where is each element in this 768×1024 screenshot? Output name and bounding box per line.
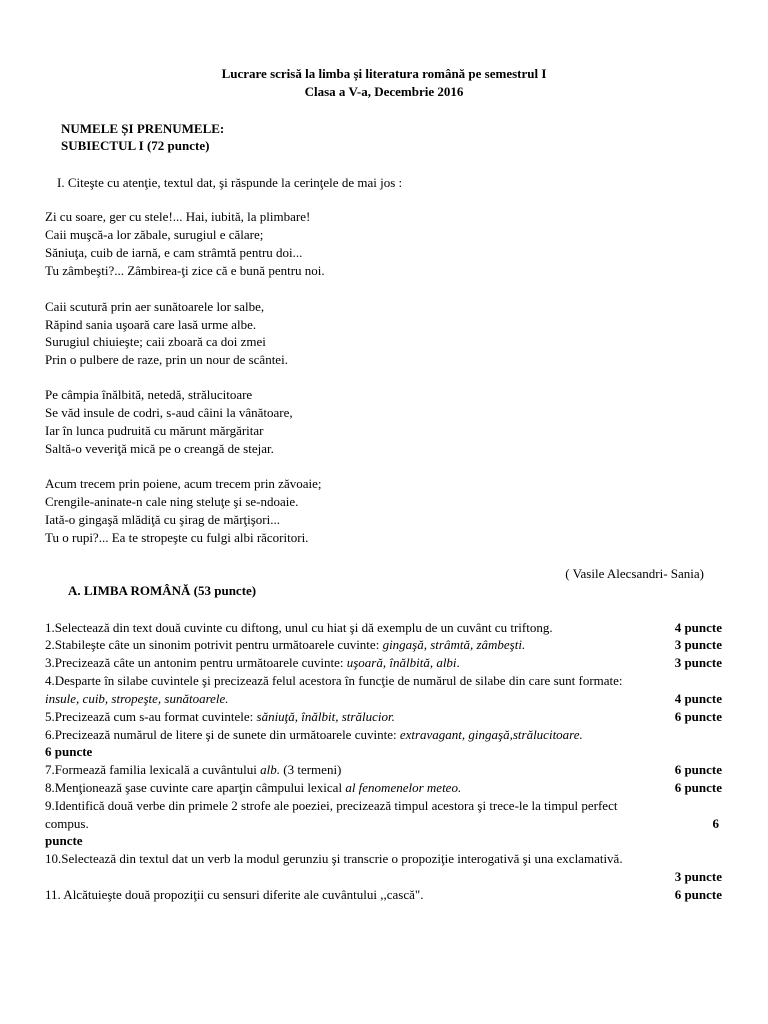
question-5 [45,708,395,726]
question-9 [45,797,617,815]
question-tail: . [456,655,460,670]
question-text: 9.Identifică două verbe din primele 2 strofe ale poeziei, precizează timpul acestora şi trece-le la timpul perfect [45,798,618,813]
subject-label: SUBIECTUL I (72 puncte) [61,138,210,153]
question-points: 3 puncte [674,655,722,670]
poem-line: Caii muşcă-a lor zăbale, surugiul e călare; [45,227,264,242]
question-words: extravagant, gingaşă,strălucitoare. [399,727,583,742]
question-points: 6 puncte [674,887,722,902]
question-7 [45,761,341,779]
question-points: 3 puncte [674,869,722,884]
poem-line: Săniuţa, cuib de iarnă, e cam strâmtă pentru doi... [45,245,303,260]
question-text: 5.Precizează cum s-au format cuvintele: [45,709,257,724]
question-text: 10.Selectează din textul dat un verb la modul gerunziu şi transcrie o propoziţie interogativă şi una exclamativă. [45,851,623,866]
poem-line: Pe câmpia înălbită, netedă, strălucitoare [45,387,253,402]
question-words: alb. [260,762,281,777]
poem-attribution: ( Vasile Alecsandri- Sania) [565,566,704,581]
question-points-number: 6 [712,816,719,831]
question-text: 8.Menţionează şase cuvinte care aparţin câmpului lexical [45,780,346,795]
poem-line: Tu zâmbeşti?... Zâmbirea-ţi zice că e bună pentru noi. [45,263,325,278]
question-1 [45,619,553,637]
question-points: 6 puncte [45,744,93,759]
section-a-heading: A. LIMBA ROMÂNĂ (53 puncte) [68,583,257,598]
question-points: 6 puncte [674,780,722,795]
question-3 [45,654,460,672]
poem-line: Crengile-aninate-n cale ning steluţe şi se-ndoaie. [45,494,299,509]
question-10 [45,850,623,868]
question-words: uşoară, înălbită, albi [346,655,457,670]
question-text: 7.Formează familia lexicală a cuvântului [45,762,261,777]
question-points: 6 puncte [674,709,722,724]
question-words: al fenomenelor meteo. [345,780,462,795]
question-8 [45,779,461,797]
question-points: 4 puncte [674,620,722,635]
question-text: 11. Alcătuieşte două propoziţii cu sensuri diferite ale cuvântului ,,cască". [45,887,424,902]
poem-line: Iată-o gingaşă mlădiţă cu şirag de mărţişori... [45,512,281,527]
question-6 [45,726,583,744]
question-text: 1.Selectează din text două cuvinte cu diftong, unul cu hiat şi dă exemplu de un cuvânt cu triftong. [45,620,553,635]
question-words: săniuţă, înălbit, strălucior. [256,709,395,724]
question-words: insule, cuib, stropeşte, sunătoarele. [45,691,229,706]
instruction-text: I. Citeşte cu atenţie, textul dat, şi răspunde la cerinţele de mai jos : [57,175,403,190]
poem-line: Saltă-o veveriţă mică pe o creangă de stejar. [45,441,274,456]
poem-line: Zi cu soare, ger cu stele!... Hai, iubită, la plimbare! [45,209,311,224]
question-text: 2.Stabileşte câte un sinonim potrivit pentru următoarele cuvinte: [45,637,383,652]
poem-line: Iar în lunca pudruită cu mărunt mărgăritar [45,423,264,438]
question-2 [45,636,525,654]
question-points-unit: puncte [45,833,83,848]
question-tail: (3 termeni) [280,762,342,777]
question-text: 6.Precizează numărul de litere şi de sunete din următoarele cuvinte: [45,727,400,742]
poem-line: Caii scutură prin aer sunătoarele lor salbe, [45,299,265,314]
question-text: 4.Desparte în silabe cuvintele şi precizează felul acestora în funcţie de numărul de silabe din care sunt formate: [45,673,623,688]
question-11 [45,886,423,904]
question-text-cont: compus. [45,816,89,831]
poem-line: Surugiul chiuieşte; caii zboară ca doi zmei [45,334,266,349]
question-points: 6 puncte [674,762,722,777]
class-date-line: Clasa a V-a, Decembrie 2016 [304,84,464,99]
question-words: gingaşă, strâmtă, zâmbeşti. [382,637,526,652]
poem-line: Acum trecem prin poiene, acum trecem prin zăvoaie; [45,476,322,491]
student-name-label: NUMELE ȘI PRENUMELE: [61,121,225,136]
document-title: Lucrare scrisă la limba și literatura română pe semestrul I [221,66,547,81]
poem-line: Răpind sania uşoară care lasă urme albe. [45,317,257,332]
poem-line: Tu o rupi?... Ea te stropeşte cu fulgi albi răcoritori. [45,530,309,545]
poem-line: Prin o pulbere de raze, prin un nour de scântei. [45,352,288,367]
question-points: 3 puncte [674,637,722,652]
poem-line: Se văd insule de codri, s-aud câini la vânătoare, [45,405,293,420]
question-points: 4 puncte [674,691,722,706]
question-4 [45,672,623,690]
question-text: 3.Precizează câte un antonim pentru următoarele cuvinte: [45,655,347,670]
